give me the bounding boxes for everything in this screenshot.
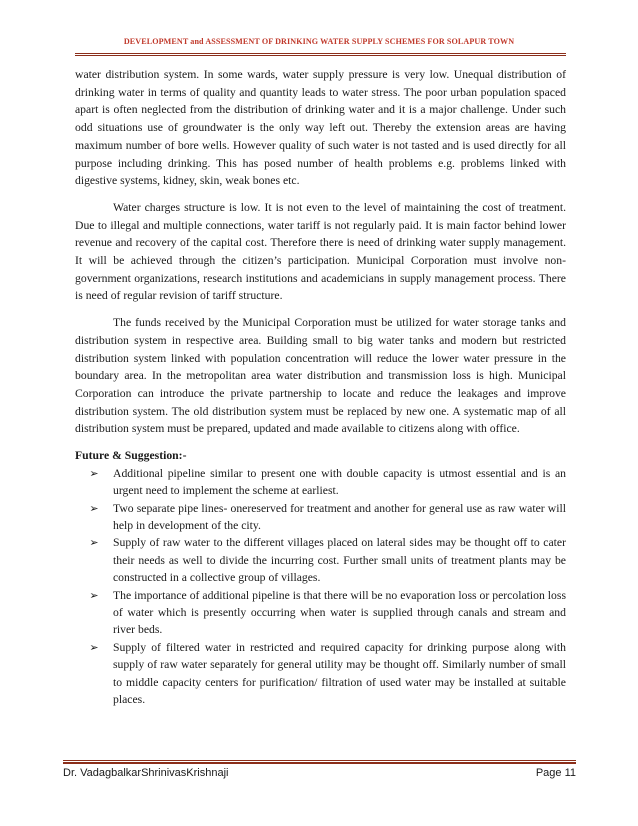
paragraph-water-charges: Water charges structure is low. It is not even to the level of maintaining the cost of treatment. Due to illegal and multiple connections, water tariff is not regularly paid. It is main factor behind lower revenue and recovery of the capital cost. Therefore there is need of drinking water supply management. It will be achieved through the citizen’s participation. Municipal Corporation must involve non-government organizations, research institutions and academicians in supply management process. There is need of regular revision of tariff structure.: [75, 200, 566, 303]
list-item: [75, 465, 566, 500]
list-item-text: Supply of filtered water in restricted and required capacity for drinking purpose along with supply of raw water separately for general utility may be thought off. Similarly number of small to middle capacity centers for purification/ filtration of used water may be installed at suitable places.: [113, 640, 566, 707]
arrow-bullet-icon: ➢: [89, 536, 99, 550]
arrow-bullet-icon: ➢: [89, 640, 99, 654]
list-item-text: Two separate pipe lines- onereserved for treatment and another for general use as raw water will help in development of the city.: [113, 501, 566, 532]
list-item-text: Supply of raw water to the different villages placed on lateral sides may be thought off to cater their needs as well to divide the incurring cost. Further small units of treatment plants may be constructed in a collective group of villages.: [113, 536, 566, 585]
list-item-text: The importance of additional pipeline is that there will be no evaporation loss or percolation loss of water which is presently occurring when water is supplied through canals and stream and river beds.: [113, 588, 566, 637]
paragraph-continued: water distribution system. In some wards, water supply pressure is very low. Unequal distribution of drinking water in terms of quality and quantity leads to water stress. The poor urban population spaced apart is often neglected from the distribution of drinking water and it is a major challenge. Under such odd situations use of groundwater is the only way left out. Thereby the extension areas are having maximum number of bore wells. However quality of such water is not tasted and is used directly for all purpose including drinking. This has posed number of health problems e.g. problems linked with digestive systems, kidney, skin, weak bones etc.: [75, 68, 566, 188]
suggestion-list: [75, 465, 566, 709]
list-item: [75, 534, 566, 586]
running-header-title: DEVELOPMENT and ASSESSMENT OF DRINKING WATER SUPPLY SCHEMES FOR SOLAPUR TOWN: [123, 37, 515, 46]
footer-author: Dr. VadagbalkarShrinivasKrishnaji: [63, 767, 229, 779]
list-item: [75, 587, 566, 639]
page-body: [75, 66, 566, 708]
section-heading: Future & Suggestion:-: [75, 449, 187, 463]
list-item: [75, 500, 566, 535]
paragraph-funds: The funds received by the Municipal Corporation must be utilized for water storage tanks and distribution system in respective area. Building small to big water tanks and modern but restricted distribution system linked with population concentration will reduce the lower water pressure in the boundary area. In the metropolitan area water distribution and transmission loss is high. Municipal Corporation can introduce the private partnership to locate and reduce the leakages and improve distribution system. The old distribution system must be replaced by new one. A systematic map of all distribution system must be prepared, updated and made available to citizens along with office.: [75, 316, 566, 436]
footer-divider: [63, 760, 576, 764]
arrow-bullet-icon: ➢: [89, 501, 99, 515]
arrow-bullet-icon: ➢: [89, 588, 99, 602]
list-item-text: Additional pipeline similar to present one with double capacity is utmost essential and is an urgent need to implement the scheme at earliest.: [113, 466, 566, 498]
list-item: [75, 639, 566, 709]
page-number: Page 11: [535, 767, 576, 779]
header-divider: [75, 53, 566, 56]
arrow-bullet-icon: ➢: [89, 466, 99, 480]
